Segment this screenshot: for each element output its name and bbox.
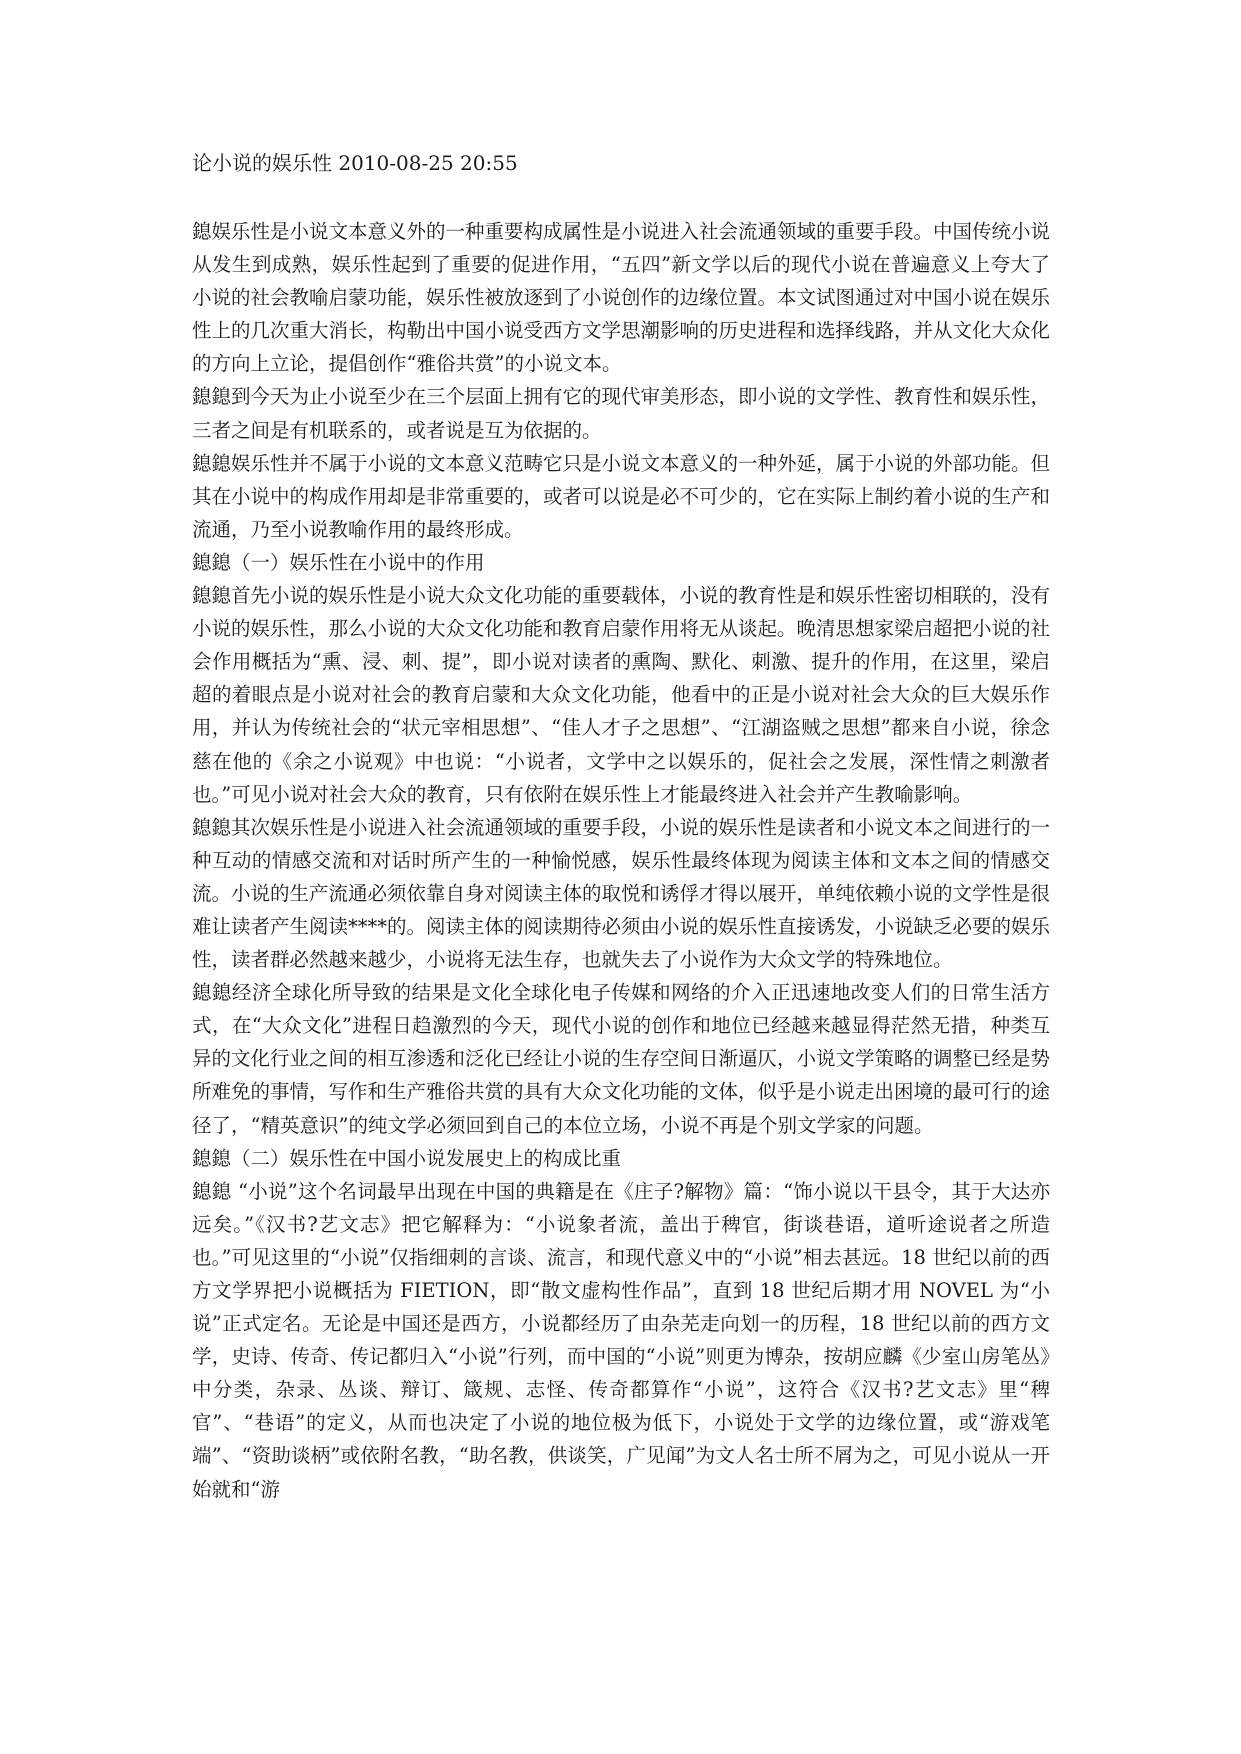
paragraph: 鎴鎴经济全球化所导致的结果是文化全球化电子传媒和网络的介入正迅速地改变人们的日常生活方式，在“大众文化”进程日趋激烈的今天，现代小说的创作和地位已经越来越显得茫然无措，种类互异的文化行业之间的相互渗透和泛化已经让小说的生存空间日渐逼仄，小说文学策略的调整已经是势所难免的事情，写作和生产雅俗共赏的具有大众文化功能的文体，似乎是小说走出困境的最可行的途径了，“精英意识”的纯文学必须回到自己的本位立场，小说不再是个别文学家的问题。 — [192, 981, 1051, 1137]
section-heading: 鎴鎴（二）娱乐性在中国小说发展史上的构成比重 — [192, 1146, 622, 1170]
section-heading: 鎴鎴（一）娱乐性在小说中的作用 — [192, 550, 485, 574]
document-body — [192, 215, 1050, 1506]
document-title: 论小说的娱乐性 2010-08-25 20:55 — [192, 151, 518, 175]
paragraph: 鎴鎴到今天为止小说至少在三个层面上拥有它的现代审美形态，即小说的文学性、教育性和娱乐性，三者之间是有机联系的，或者说是互为依据的。 — [192, 385, 1051, 442]
paragraph: 鎴娱乐性是小说文本意义外的一种重要构成属性是小说进入社会流通领域的重要手段。中国传统小说从发生到成熟，娱乐性起到了重要的促进作用，“五四”新文学以后的现代小说在普遍意义上夸大了小说的社会教喻启蒙功能，娱乐性被放逐到了小说创作的边缘位置。本文试图通过对中国小说在娱乐性上的几次重大消长，构勒出中国小说受西方文学思潮影响的历史进程和选择线路，并从文化大众化的方向上立论，提倡创作“雅俗共赏”的小说文本。 — [192, 220, 1051, 376]
paragraph: 鎴鎴娱乐性并不属于小说的文本意义范畴它只是小说文本意义的一种外延，属于小说的外部功能。但其在小说中的构成作用却是非常重要的，或者可以说是必不可少的，它在实际上制约着小说的生产和流通，乃至小说教喻作用的最终形成。 — [192, 451, 1051, 541]
paragraph: 鎴鎴其次娱乐性是小说进入社会流通领域的重要手段，小说的娱乐性是读者和小说文本之间进行的一种互动的情感交流和对话时所产生的一种愉悦感，娱乐性最终体现为阅读主体和文本之间的情感交流。小说的生产流通必须依靠自身对阅读主体的取悦和诱俘才得以展开，单纯依赖小说的文学性是很难让读者产生阅读****的。阅读主体的阅读期待必须由小说的娱乐性直接诱发，小说缺乏必要的娱乐性，读者群必然越来越少，小说将无法生存，也就失去了小说作为大众文学的特殊地位。 — [192, 815, 1051, 972]
paragraph: 鎴鎴首先小说的娱乐性是小说大众文化功能的重要载体，小说的教育性是和娱乐性密切相联的，没有小说的娱乐性，那么小说的大众文化功能和教育启蒙作用将无从谈起。晚清思想家梁启超把小说的社会作用概括为“熏、浸、刺、提”，即小说对读者的熏陶、默化、刺激、提升的作用，在这里，梁启超的着眼点是小说对社会的教育启蒙和大众文化功能，他看中的正是小说对社会大众的巨大娱乐作用，并认为传统社会的“状元宰相思想”、“佳人才子之思想”、“江湖盗贼之思想”都来自小说，徐念慈在他的《余之小说观》中也说：“小说者，文学中之以娱乐的，促社会之发展，深性情之刺激者也。”可见小说对社会大众的教育，只有依附在娱乐性上才能最终进入社会并产生教喻影响。 — [192, 584, 1051, 806]
paragraph: 鎴鎴 “小说”这个名词最早出现在中国的典籍是在《庄子?解物》篇：“饰小说以干县令，其于大达亦远矣。”《汉书?艺文志》把它解释为：“小说象者流，盖出于稗官，街谈巷语，道听途说者之所造也。”可见这里的“小说”仅指细刺的言谈、流言，和现代意义中的“小说”相去甚远。18 世纪以前的西方文学界把小说概括为 FIETION，即“散文虚构性作品”，直到 18 世纪后期才用 NOVEL 为“小说”正式定名。无论是中国还是西方，小说都经历了由杂芜走向划一的历程，18 世纪以前的西方文学，史诗、传奇、传记都归入“小说”行列，而中国的“小说”则更为博杂，按胡应麟《少室山房笔丛》中分类，杂录、丛谈、辩订、箴规、志怪、传奇都算作“小说”，这符合《汉书?艺文志》里“稗官”、“巷语”的定义，从而也决定了小说的地位极为低下，小说处于文学的边缘位置，或“游戏笔端”、“资助谈柄”或依附名教，“助名教，供谈笑，广见闻”为文人名士所不屑为之，可见小说从一开始就和“游 — [192, 1179, 1050, 1501]
